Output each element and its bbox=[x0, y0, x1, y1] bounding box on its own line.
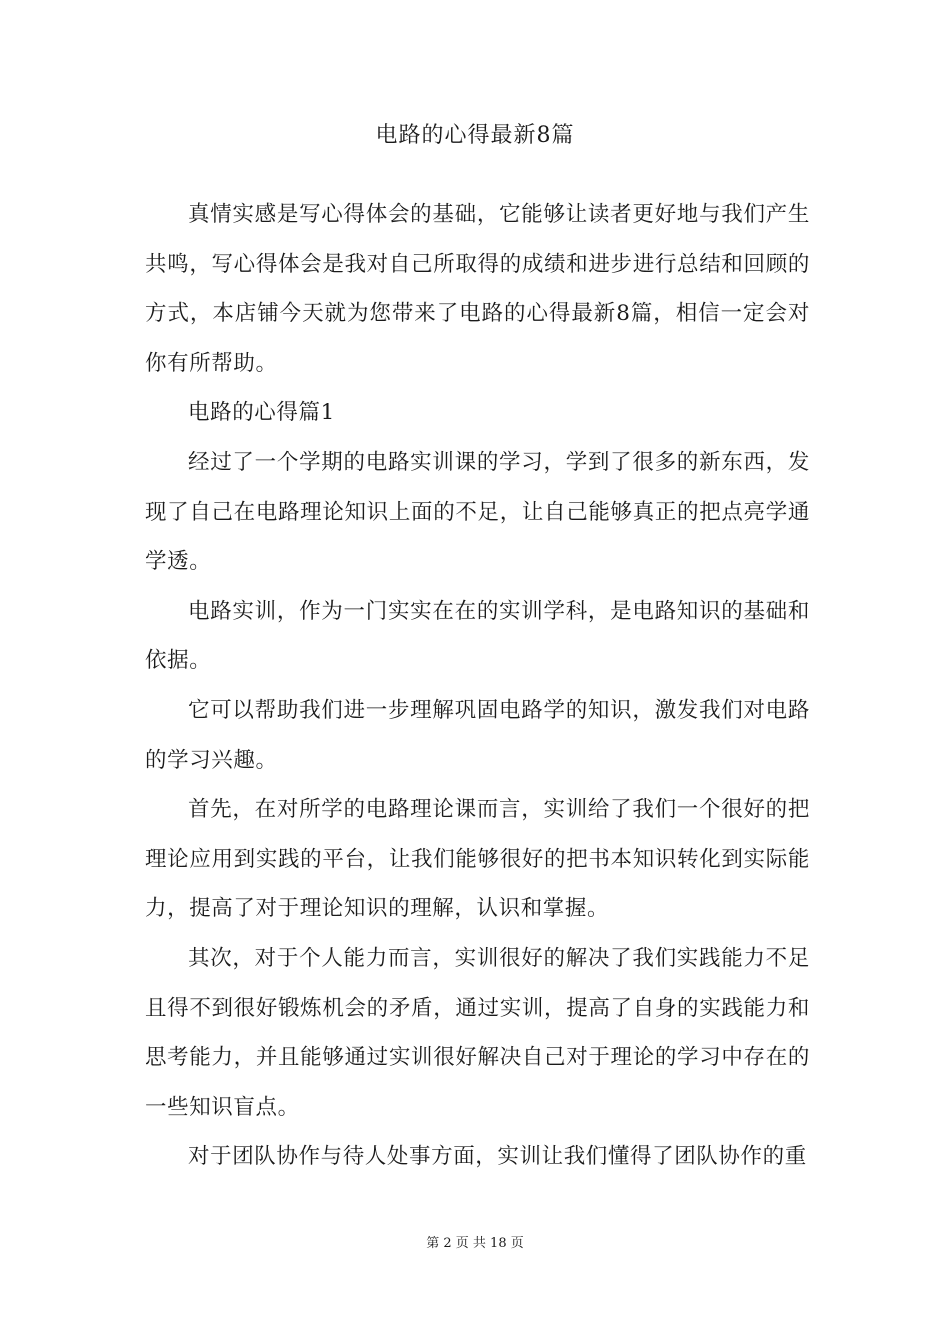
paragraph: 其次，对于个人能力而言，实训很好的解决了我们实践能力不足且得不到很好锻炼机会的矛盾，通过实训，提高了自身的实践能力和思考能力，并且能够通过实训很好解决自己对于理论的学习中存在的一些知识盲点。 bbox=[145, 945, 810, 1120]
paragraph: 经过了一个学期的电路实训课的学习，学到了很多的新东西，发现了自己在电路理论知识上面的不足，让自己能够真正的把点亮学通学透。 bbox=[145, 449, 810, 575]
page-footer: 第 2 页 共 18 页 bbox=[426, 1236, 524, 1251]
paragraph: 首先，在对所学的电路理论课而言，实训给了我们一个很好的把理论应用到实践的平台，让我们能够很好的把书本知识转化到实际能力，提高了对于理论知识的理解，认识和掌握。 bbox=[145, 797, 810, 922]
paragraph-intro: 真情实感是写心得体会的基础，它能够让读者更好地与我们产生共鸣，写心得体会是我对自己所取得的成绩和进步进行总结和回顾的方式，本店铺今天就为您带来了电路的心得最新8篇，相信一定会对你有所帮助。 bbox=[145, 202, 810, 376]
document-title: 电路的心得最新8篇 bbox=[375, 123, 575, 148]
document-body bbox=[145, 190, 810, 1182]
paragraph: 对于团队协作与待人处事方面，实训让我们懂得了团队协作的重 bbox=[188, 1144, 807, 1170]
paragraph: 它可以帮助我们进一步理解巩固电路学的知识，激发我们对电路的学习兴趣。 bbox=[145, 697, 810, 773]
paragraph: 电路实训，作为一门实实在在的实训学科，是电路知识的基础和依据。 bbox=[145, 598, 810, 674]
section-heading: 电路的心得篇1 bbox=[188, 400, 335, 426]
